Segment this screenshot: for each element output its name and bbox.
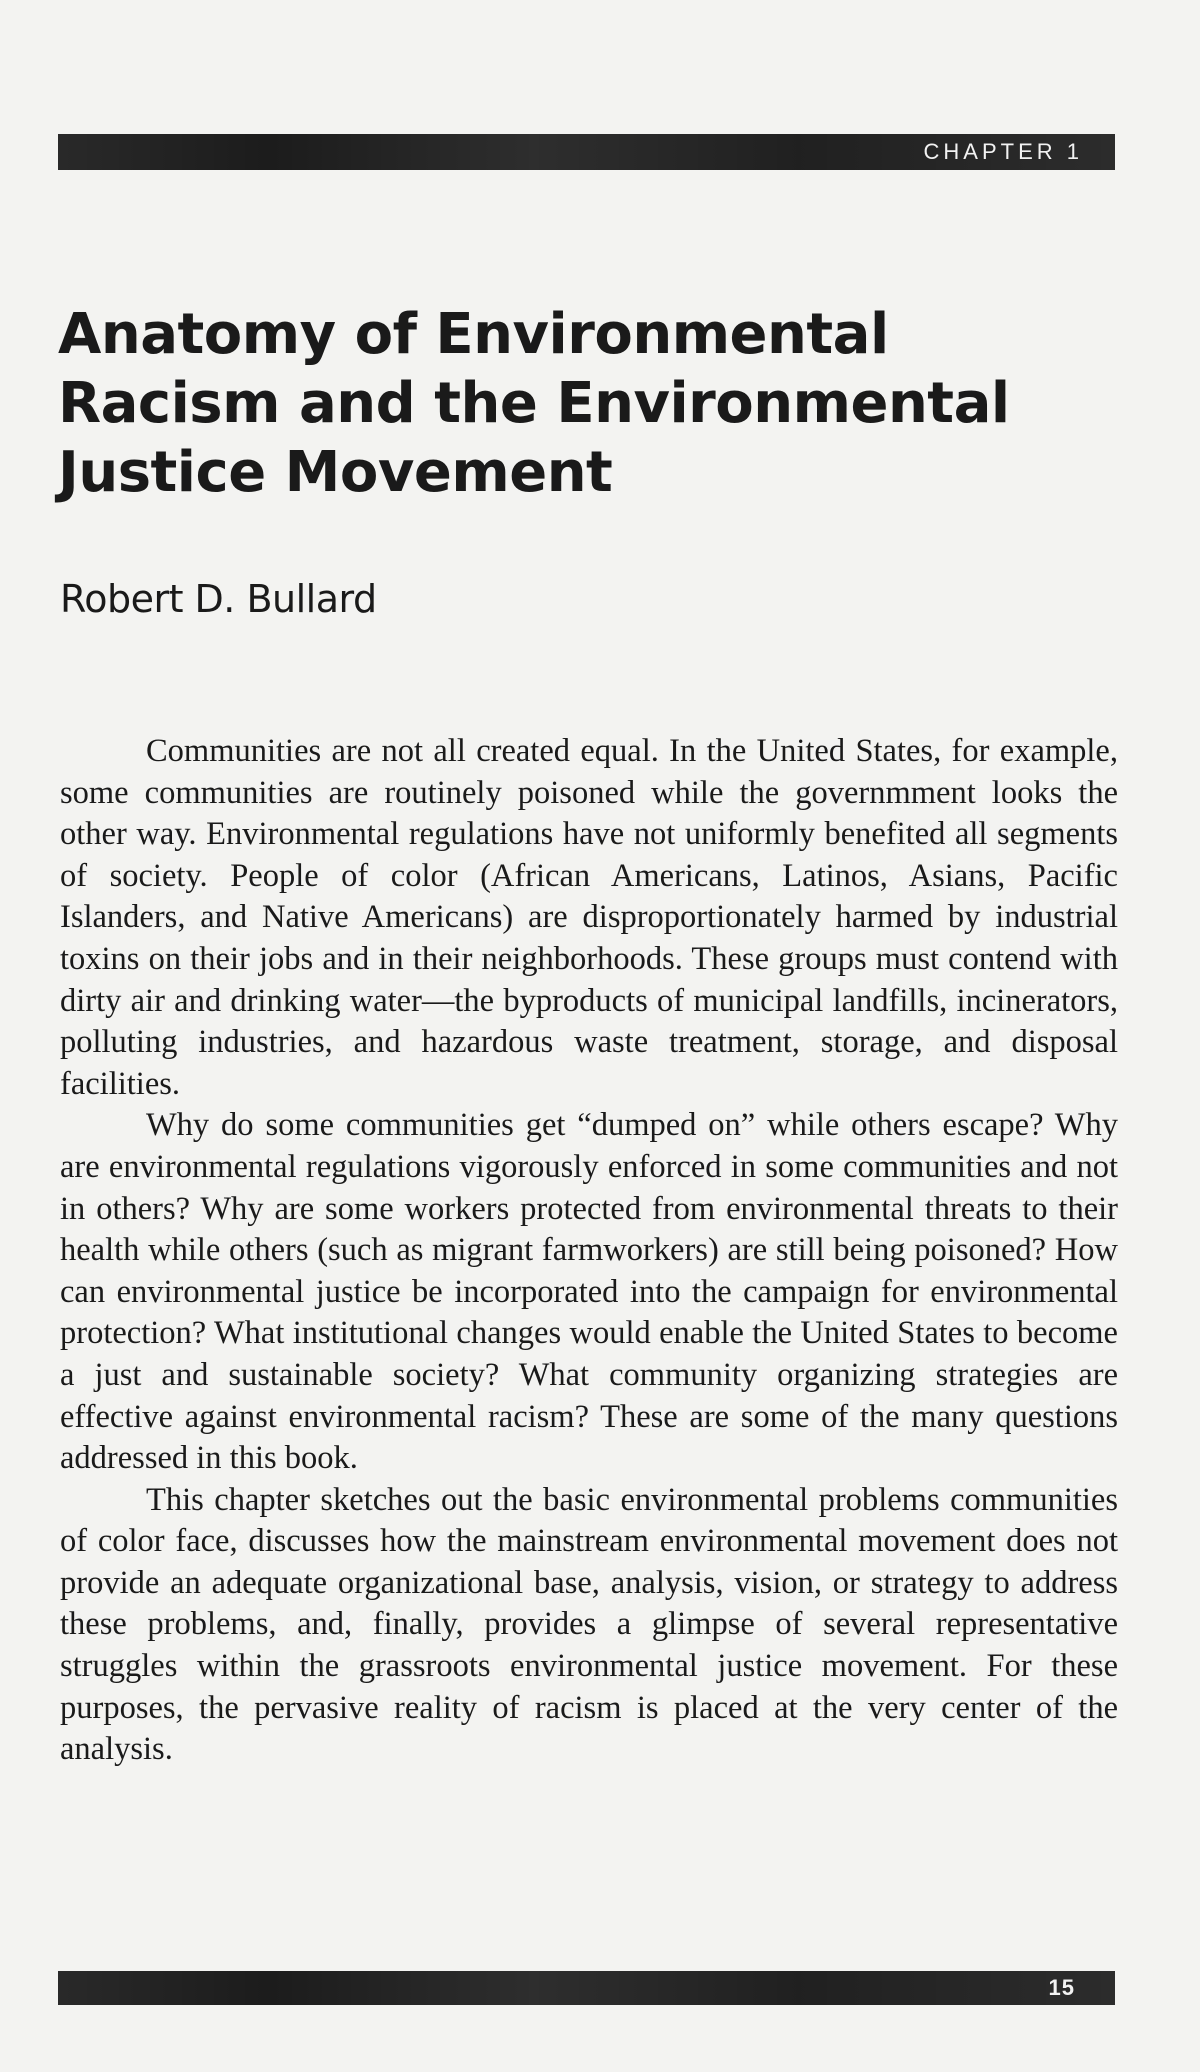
paragraph: Why do some communities get “dumped on” while others escape? Why are environmental regulations vigorously enforced in some communities and not in others? Why are some workers protected from environmental threats to their health while others (such as migrant farmworkers) are still being poisoned? How can environmental justice be incorporated into the campaign for environmental protection? What institutional changes would enable the United States to become a just and sustainable society? What community organizing strategies are effective against environmental racism? These are some of the many questions addressed in this book. [60,1107,1118,1477]
author-name: Robert D. Bullard [60,577,377,621]
chapter-title-line: Justice Movement [58,440,613,505]
page-number: 15 [1048,1975,1075,2000]
chapter-title-line: Racism and the Environmental [58,371,1010,436]
paragraph: Communities are not all created equal. In the United States, for example, some communities are routinely poisoned while the governmment looks the other way. Environmental regulations have not uniformly benefited all segments of society. People of color (African Americans, Latinos, Asians, Pacific Islanders, and Native Americans) are disproportionately harmed by industrial toxins on their jobs and in their neighborhoods. These groups must contend with dirty air and drinking water—the byproducts of municipal landfills, incinerators, polluting industries, and hazardous waste treatment, storage, and disposal facilities. [60,733,1118,1102]
footer-bar [58,1971,1115,2005]
chapter-title-line: Anatomy of Environmental [58,302,889,367]
chapter-label: CHAPTER 1 [923,139,1083,164]
paragraph: This chapter sketches out the basic environmental problems communities of color face, discusses how the mainstream environmental movement does not provide an adequate organizational base, analysis, vision, or strategy to address these problems, and, finally, provides a glimpse of several representative struggles within the grassroots environmental justice movement. For these purposes, the pervasive reality of racism is placed at the very center of the analysis. [60,1481,1118,1768]
chapter-title [58,300,1118,507]
chapter-header-bar [58,134,1115,170]
body-text [60,731,1118,1771]
